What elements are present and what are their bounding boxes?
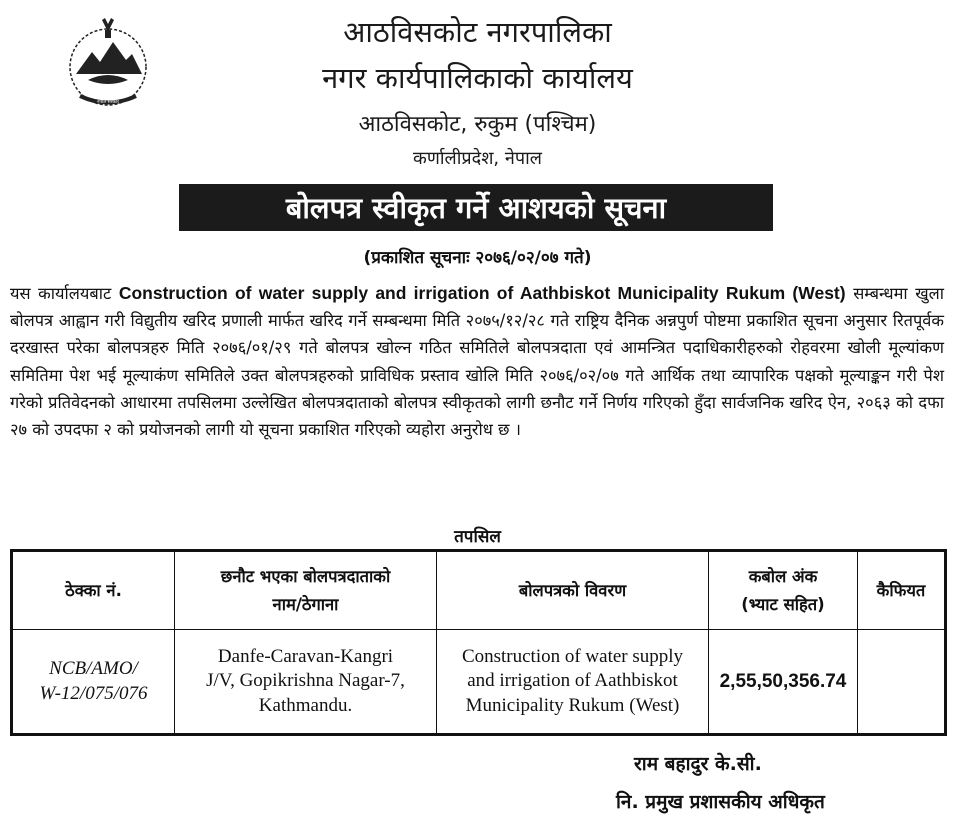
bid-details-table [10,549,947,736]
header-amount [709,551,858,630]
header-bidder-line2: नाम/ठेगाना [272,594,339,614]
province-country: कर्णालीप्रदेश, नेपाल [413,148,542,169]
header-bidder-line1: छनौट भएका बोलपत्रदाताको [220,566,391,586]
office-address: आठविसकोट, रुकुम (पश्चिम) [358,112,597,137]
header-amount-line1: कबोल अंक [748,566,818,586]
header-remarks: कैफियत [858,551,946,630]
table-caption: तपसिल [454,527,501,547]
published-date: (प्रकाशित सूचनाः २०७६/०२/०७ गते) [363,248,592,268]
signatory-name: राम बहादुर के.सी. [634,753,762,775]
header-amount-line2: (भ्याट सहित) [741,594,825,614]
notice-title: बोलपत्र स्वीकृत गर्ने आशयको सूचना [179,184,773,231]
svg-text:नेपाल सरकार: नेपाल सरकार [96,100,120,105]
table-header-row [12,551,946,630]
cell-remarks [858,630,946,735]
office-name: नगर कार्यपालिकाको कार्यालय [322,61,633,95]
project-name: Construction of water supply and irrigation of Aathbiskot Municipality Rukum (West) [118,283,846,303]
header-description: बोलपत्रको विवरण [437,551,709,630]
table-row [12,630,946,735]
header-contract-no: ठेक्का नं. [12,551,175,630]
cell-bidder: Danfe-Caravan-Kangri J/V, Gopikrishna Nagar-7, Kathmandu. [175,630,437,735]
cell-amount: 2,55,50,356.74 [709,630,858,735]
body-intro: यस कार्यालयबाट [10,284,112,303]
signatory-designation: नि. प्रमुख प्रशासकीय अधिकृत [616,791,825,813]
cell-description: Construction of water supply and irrigation of Aathbiskot Municipality Rukum (West) [437,630,709,735]
notice-body [10,280,944,443]
municipality-name: आठविसकोट नगरपालिका [343,15,612,49]
cell-contract-no: NCB/AMO/ W-12/075/076 [12,630,175,735]
body-text: सम्बन्धमा खुला बोलपत्र आह्वान गरी विद्युतीय खरिद प्रणाली मार्फत खरिद गर्ने सम्बन्धमा मिति २०७५/१२/२८ गते राष्ट्रिय दैनिक अन्नपुर्ण पोष्टमा प्रकाशित सूचना अनुसार रितपूर्वक दरखास्त परेका बोलपत्रहरु मिति २०७६/०१/२९ गते बोलपत्र खोल्न गठित समितिले बोलपत्रदाता एवं आमन्त्रित पदाधिकारीहरुको रोहवरमा खोली मूल्यांकण समितिमा पेश भई मूल्याकंण समितिले उक्त बोलपत्रहरुको प्राविधिक प्रस्ताव खोलि मिति २०७६/०२/०७ गते आर्थिक तथा व्यापारिक पक्षको मूल्याङ्कन गरी पेश गरेको प्रतिवेदनको आधारमा तपसिलमा उल्लेखित बोलपत्रदाताको बोलपत्र स्वीकृतको लागी छनौट गर्ने निर्णय गरिएको हुँदा सार्वजनिक खरिद ऐन, २०६३ को दफा २७ को उपदफा २ को प्रयोजनको लागी यो सूचना प्रकाशित गरिएको व्यहोरा अनुरोध छ । [10,284,944,440]
header-bidder [175,551,437,630]
